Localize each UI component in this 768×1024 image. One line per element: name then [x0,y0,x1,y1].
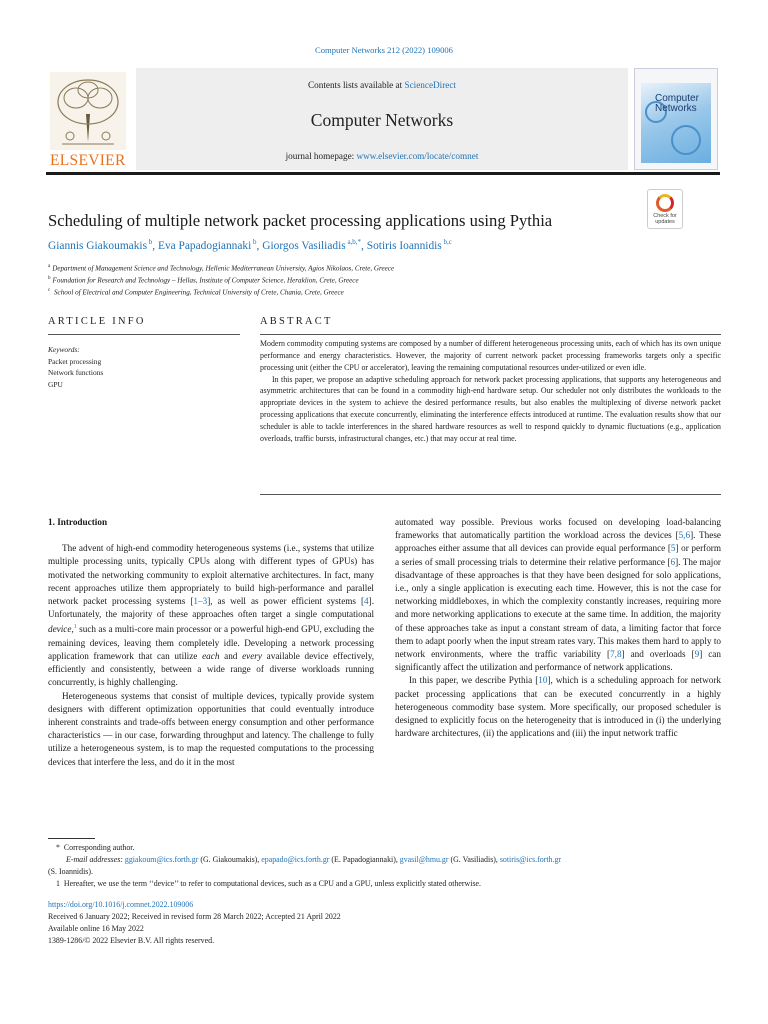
author-name[interactable]: Giannis Giakoumakis [48,239,148,252]
email-link[interactable]: ggiakoum@ics.forth.gr [124,855,199,864]
paper-title: Scheduling of multiple network packet processing applications using Pythia [48,211,553,230]
abstract-text [260,338,721,445]
body-paragraph: In this paper, we describe Pythia [10], which is a scheduling approach for network packet processing applications that can be executed concurrently in a highly heterogeneous commodity base system. More specifically, our proposed scheduler is designed to explicitly focus on the heterogeneity that is introduced in (i) the underlying hardware architectures, (ii) the applications and (iii) the input network traffic [395,675,721,739]
abstract-paragraph: In this paper, we propose an adaptive scheduling approach for network packet processing applications, that supports any heterogeneous and asymmetric architectures that can be found in a commodity high-end hardware setup. Our scheduler not only distributes the workloads to the appropriate devices in the system to achieve the desired performance results, but also enables the multiplexing of diverse network packet processing applications that execute concurrently, eliminating the interference effects introduced at runtime. The evaluation results show that our scheduler is able to tackle interferences in the shared hardware resources as well to respond quickly to dynamic fluctuations (e.g., application overloads, traffic bursts, infrastructural changes, etc.) that may occur at real time. [260,374,721,443]
check-updates-icon [656,194,674,212]
contents-line: Contents lists available at ScienceDirect [308,80,456,90]
cover-circle-decoration [671,125,701,155]
author-affiliation-mark: b [147,238,153,246]
affiliation-mark: b [48,275,51,281]
email-tail: (S. Ioannidis). [48,867,93,876]
author-list [48,238,668,252]
cover-title: Computer Networks [655,93,699,114]
footnote-ref-link[interactable]: 1 [73,624,77,631]
article-info-rule [48,334,240,335]
email-link[interactable]: gvasil@hmu.gr [399,855,449,864]
article-info-heading: ARTICLE INFO [48,316,146,327]
affiliation-text: School of Electrical and Computer Engineering, Technical University of Crete, Chania, Crete, Greece [52,288,344,297]
affiliation-mark: a [48,264,51,269]
affiliation-item [48,262,668,274]
email-label: E-mail addresses: [66,855,125,864]
author-affiliation-mark: a,b,* [345,238,362,246]
asterisk-mark: * [56,843,64,852]
abstract-heading: ABSTRACT [260,316,333,327]
email-addresses: E-mail addresses: ggiakoum@ics.forth.gr (G. Giakoumakis), epapado@ics.forth.gr (E. Papadogiannaki), gvasil@hmu.gr (G. Vasiliadis), sotiris@ics.forth.gr [66,855,562,864]
author-affiliation-mark: b,c [441,238,452,246]
check-for-updates-button[interactable] [647,189,683,229]
affiliation-text: Department of Management Science and Technology, Hellenic Mediterranean University, Agios Nikolaos, Crete, Greece [52,264,395,273]
body-column-right [395,516,721,740]
keywords-block [48,344,228,390]
section-heading-introduction: 1. Introduction [48,517,108,527]
keywords-label: Keywords: [48,345,80,354]
body-paragraph: The advent of high-end commodity heterogeneous systems (i.e., systems that utilize multiple processing units, typically CPUs along with different types of GPUs) has motivated the networking community to exploit alternative architectures. In fact, many recent approaches utilize them appropriately to build high-performance and parallel network packet processing systems [1–3], as well as power efficient systems [4]. Unfortunately, the majority of these approaches often target a single computational device,$^1$ such as a multi-core main processor or a powerful high-end GPU, excluding the remaining devices, leaving them completely idle. Developing a network processing application framework that can utilize each and every available device effectively, efficiently and consistently, between a wide range of diverse workloads running concurrently, is highly challenging. [48,543,374,688]
sciencedirect-link[interactable]: ScienceDirect [404,80,456,90]
author-separator: , [361,239,367,252]
journal-cover-image [634,68,718,170]
author-name[interactable]: Sotiris Ioannidis [366,239,442,252]
publication-info [48,899,548,947]
author-name[interactable]: Eva Papadogiannaki [157,239,252,252]
received-dates: Received 6 January 2022; Received in revised form 28 March 2022; Accepted 21 April 2022 [48,912,341,921]
author-separator: , [256,239,263,252]
journal-reference-link[interactable]: Computer Networks 212 (2022) 109006 [315,45,453,55]
keyword-item: Network functions [48,368,104,378]
journal-name: Computer Networks [310,110,454,130]
footnote-1: 1 Hereafter, we use the term ‘‘device’’ to refer to computational devices, such as a CPU and a GPU, unless explicitly stated otherwise. [56,879,481,888]
emphasis-text: device, [48,624,74,635]
masthead-divider [46,172,720,175]
affiliation-item [48,286,668,298]
keyword-item: Packet processing [48,356,102,366]
keyword-item: GPU [48,379,63,389]
homepage-line: journal homepage: www.elsevier.com/locate/comnet [285,151,479,161]
abstract-bottom-rule [260,494,721,495]
citation-link[interactable]: 9 [694,649,700,660]
check-updates-label: Check for updates [653,213,677,225]
elsevier-wordmark: ELSEVIER [50,152,126,169]
citation-link[interactable]: 1–3 [193,596,208,607]
citation-link[interactable]: 7,8 [610,649,622,660]
affiliation-item [48,274,668,286]
emphasis-text: every [242,650,262,661]
citation-link[interactable]: 4 [364,596,369,607]
author-separator: , [152,239,158,252]
available-online: Available online 16 May 2022 [48,924,144,933]
emphasis-text: each [202,650,220,661]
affiliation-list [48,262,668,298]
doi-link[interactable]: https://doi.org/10.1016/j.comnet.2022.109006 [48,900,194,909]
corresponding-author-note: * Corresponding author. [56,843,135,852]
author-affiliation-mark: b [251,238,257,246]
email-link[interactable]: epapado@ics.forth.gr [261,855,330,864]
author-name[interactable]: Giorgos Vasiliadis [262,239,346,252]
citation-link[interactable]: 10 [538,675,548,686]
abstract-paragraph: Modern commodity computing systems are composed by a number of different heterogeneous processing units, each of which has its own unique performance and energy characteristics. However, the majority of current network packet processing frameworks targets only a specific processing unit (either the CPU or accelerator), leaving the remaining computational resources under-utilized or even idle. [260,339,721,372]
elsevier-logo [46,68,130,170]
journal-homepage-link[interactable]: www.elsevier.com/locate/comnet [356,151,479,161]
citation-link[interactable]: 5,6 [678,530,691,541]
affiliation-mark: c [48,287,51,293]
affiliation-text: Foundation for Research and Technology – Hellas, Institute of Computer Science, Heraklion, Crete, Greece [52,276,359,285]
masthead-center [136,68,628,170]
email-link[interactable]: sotiris@ics.forth.gr [499,855,562,864]
abstract-rule [260,334,721,335]
footnotes [48,842,724,890]
copyright-notice: 1389-1286/© 2022 Elsevier B.V. All rights reserved. [48,936,215,945]
body-column-left [48,516,374,769]
elsevier-tree-icon [50,72,126,150]
citation-link[interactable]: 6 [670,556,676,567]
journal-masthead [46,68,720,170]
footnote-divider [48,838,95,839]
body-paragraph: automated way possible. Previous works focused on developing load-balancing frameworks that automatically partition the workload across the devices [5,6]. These approaches either assume that all devices can provide equal performance [5] or perform a series of small processing trials to determine their relative performance [6]. The major disadvantage of these approaches is that they have been designed for solo applications, i.e., only a single application is executing each time. However, this is not the case for networking middleboxes, in which the complexity constantly increases, requiring more and more networking applications to execute at the same time. In addition, the majority of these approaches take as input a constant stream of data, a limiting factor that force them to adapt poorly when the input stream rates vary. This makes them hard to apply to network environments, where the traffic variability [7,8] and overloads [9] can significantly affect the utilization and performance of network applications. [395,517,721,673]
body-paragraph: Heterogeneous systems that consist of multiple devices, typically provide system designers with different optimization opportunities that could eventually introduce inherent constraints and trade-offs between energy consumption and other performance characteristics — in our case, forwarding throughput and latency. The challenge to fully utilize a heterogeneous system, is to map the requested computations to the processing devices that interfere the less, and do it in the most [48,690,374,767]
citation-link[interactable]: 5 [670,543,676,554]
